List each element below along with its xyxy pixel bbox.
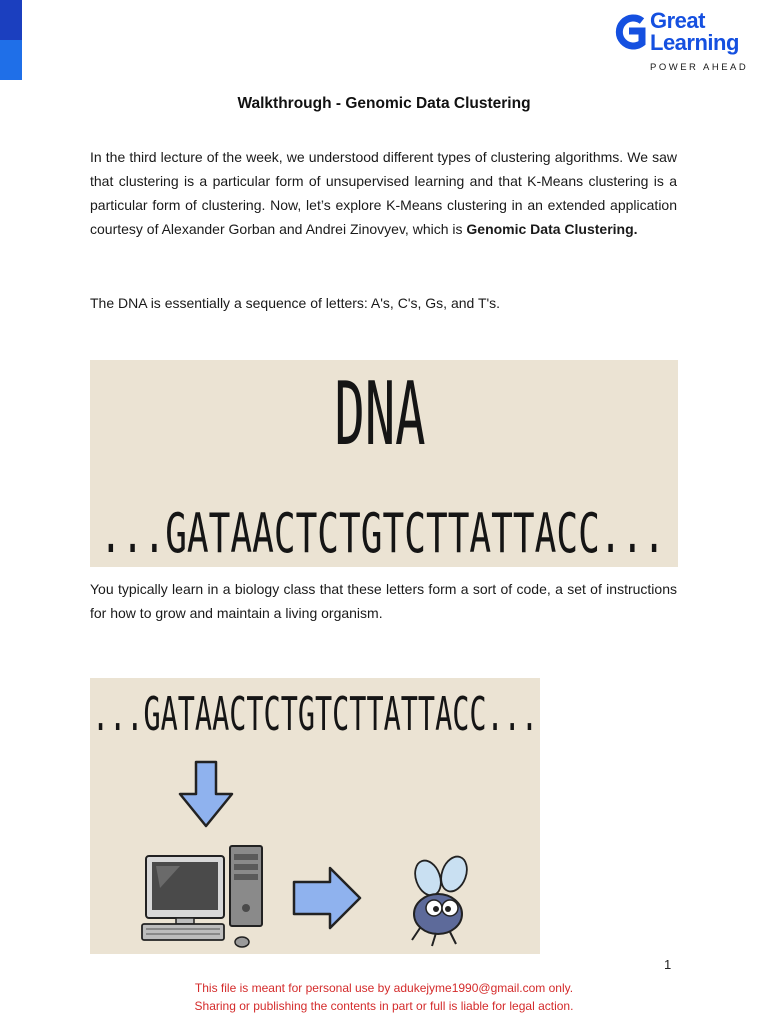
header-accent-bar [0,0,22,80]
dna-sequence-figure [90,360,678,567]
figure-dna-sequence: ...GATAACTCTGTCTTATTACC... [100,502,665,565]
logo-tagline: POWER AHEAD [650,62,749,73]
intro-text: In the third lecture of the week, we understood different types of clustering algorithms. We saw that clustering is a particular form of unsupervised learning and that K-Means clustering is a particular form of clustering. Now, let’s explore K-Means clustering in an extended application courtesy of Alexander Gorban and Andrei Zinovyev, which is [90,149,677,237]
great-learning-logo [612,10,752,74]
usage-notice-line-2: Sharing or publishing the contents in part or full is liable for legal action. [194,999,574,1013]
dna-letters-paragraph: The DNA is essentially a sequence of letters: A's, C's, Gs, and T's. [90,295,501,311]
intro-paragraph [90,145,677,241]
great-learning-g-icon [612,12,646,57]
computer-icon [142,846,262,947]
logo-wordmark [650,10,739,54]
dna-to-organism-figure [90,678,540,954]
logo-line-2: Learning [650,30,739,55]
intro-bold-term: Genomic Data Clustering. [466,221,638,237]
page-number: 1 [664,957,672,972]
logo-line-1: Great [650,8,705,33]
right-arrow-icon [294,868,360,928]
usage-notice [0,979,768,1015]
figure2-dna-sequence: ...GATAACTCTGTCTTATTACC... [92,687,538,741]
genetic-code-paragraph: You typically learn in a biology class that these letters form a sort of code, a set of instructions for how to grow and maintain a living organism. [90,581,677,621]
figure-dna-heading: DNA [334,363,426,465]
down-arrow-icon [180,762,232,826]
document-title: Walkthrough - Genomic Data Clustering [237,95,531,112]
accent-bar-light [0,40,22,80]
usage-notice-line-1: This file is meant for personal use by adukejyme1990@gmail.com only. [194,981,574,995]
fly-icon [411,853,472,946]
accent-bar-dark [0,0,22,40]
